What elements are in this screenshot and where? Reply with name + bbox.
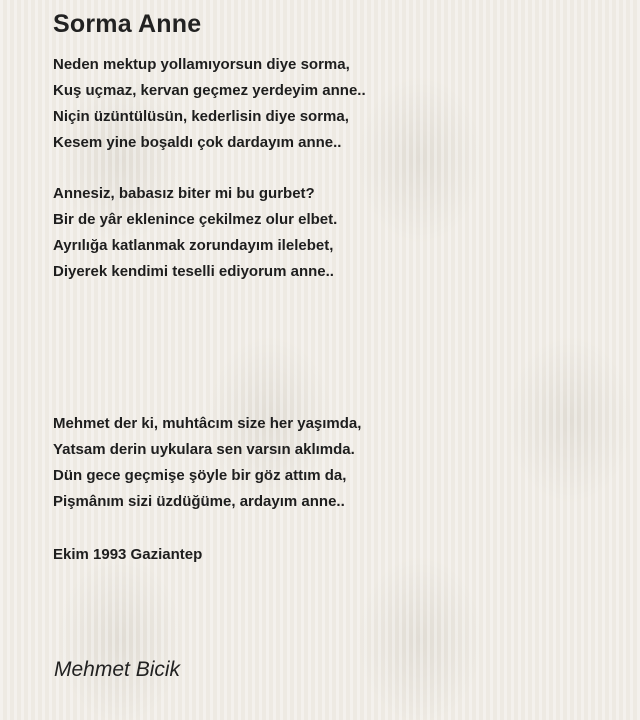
poem-line: Dün gece geçmişe şöyle bir göz attım da, bbox=[53, 467, 347, 484]
poem-line: Yatsam derin uykulara sen varsın aklımda. bbox=[53, 441, 355, 458]
poem-line: Diyerek kendimi teselli ediyorum anne.. bbox=[53, 263, 334, 280]
poem-line: Kuş uçmaz, kervan geçmez yerdeyim anne.. bbox=[53, 82, 366, 99]
author-name: Mehmet Bicik bbox=[54, 658, 181, 681]
poem-line: Ayrılığa katlanmak zorundayım ilelebet, bbox=[53, 237, 334, 254]
poem-line: Bir de yâr eklenince çekilmez olur elbet. bbox=[53, 211, 338, 228]
poem-line: Mehmet der ki, muhtâcım size her yaşımda, bbox=[53, 415, 362, 432]
poem-line: Pişmânım sizi üzdüğüme, ardayım anne.. bbox=[53, 493, 345, 510]
poem-line: Niçin üzüntülüsün, kederlisin diye sorma, bbox=[53, 108, 349, 125]
stanza-2 bbox=[53, 181, 337, 285]
poem-line: Neden mektup yollamıyorsun diye sorma, bbox=[53, 56, 350, 73]
stanza-3 bbox=[53, 411, 361, 515]
poem-line: Kesem yine boşaldı çok dardayım anne.. bbox=[53, 134, 342, 151]
stanza-1 bbox=[53, 52, 366, 156]
poem-dateline: Ekim 1993 Gaziantep bbox=[53, 546, 203, 563]
poem-line: Annesiz, babasız biter mi bu gurbet? bbox=[53, 185, 315, 202]
poem-title: Sorma Anne bbox=[53, 10, 202, 38]
